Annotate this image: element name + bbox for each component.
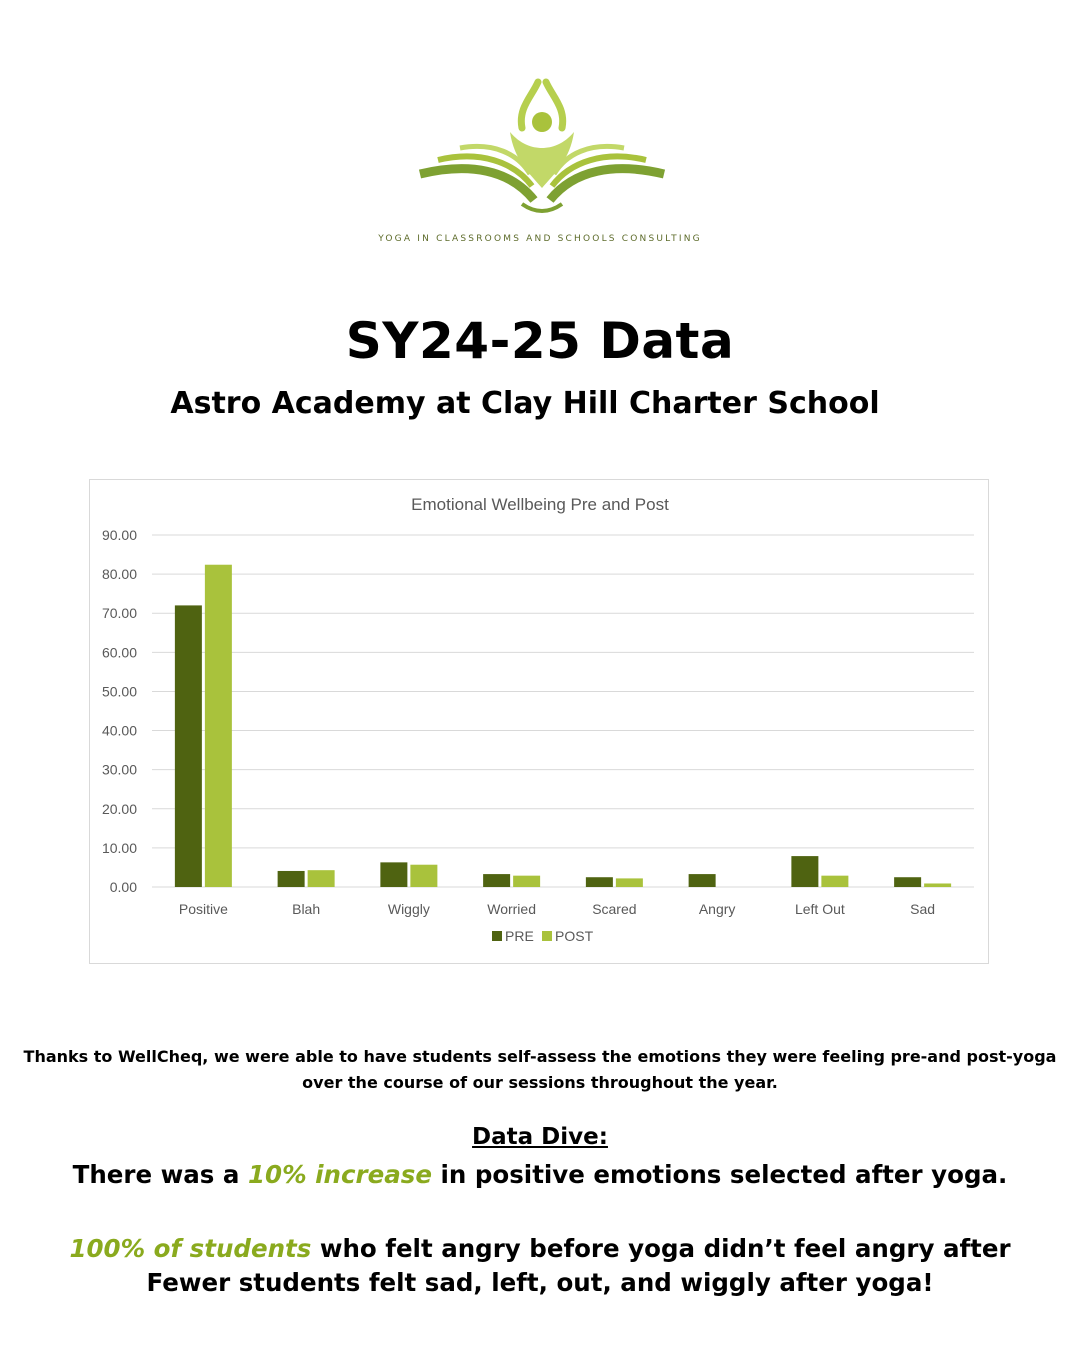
yoga-book-logo-icon <box>410 70 670 220</box>
x-tick-label: Scared <box>592 901 637 917</box>
y-tick-label: 20.00 <box>101 800 137 817</box>
x-tick-label: Positive <box>178 901 228 917</box>
bar-pre-angry <box>689 874 716 887</box>
finding-positive-increase <box>0 1160 1080 1189</box>
bar-pre-positive <box>175 605 202 887</box>
bar-post-positive <box>205 565 232 887</box>
bar-pre-sad <box>894 877 921 887</box>
bar-pre-blah <box>278 871 305 887</box>
finding-text: There was a <box>72 1160 248 1189</box>
finding-highlight: 100% of students <box>69 1234 312 1263</box>
bar-pre-scared <box>586 877 613 887</box>
x-tick-label: Left Out <box>794 901 845 917</box>
legend-swatch-pre <box>492 931 502 941</box>
legend-swatch-post <box>542 931 552 941</box>
chart-title: Emotional Wellbeing Pre and Post <box>411 495 669 514</box>
x-tick-label: Worried <box>487 901 537 917</box>
logo-tagline: YOGA IN CLASSROOMS AND SCHOOLS CONSULTING <box>378 234 702 244</box>
bar-post-worried <box>513 876 540 887</box>
finding-text: who felt angry before yoga didn’t feel angry after <box>311 1234 1011 1263</box>
bar-post-wiggly <box>410 865 437 887</box>
bar-post-left-out <box>821 876 848 887</box>
y-tick-label: 0.00 <box>109 879 137 895</box>
y-tick-label: 90.00 <box>101 527 137 543</box>
bar-post-scared <box>616 878 643 887</box>
bar-pre-left-out <box>791 856 818 887</box>
chart-container <box>89 479 989 964</box>
bar-chart <box>90 480 990 965</box>
logo <box>0 70 1080 244</box>
x-tick-label: Sad <box>910 901 936 917</box>
x-tick-label: Blah <box>292 901 321 917</box>
page-subtitle: Astro Academy at Clay Hill Charter School <box>170 386 880 421</box>
finding-highlight: 10% increase <box>247 1160 432 1189</box>
y-tick-label: 80.00 <box>101 566 137 583</box>
finding-text: in positive emotions selected after yoga. <box>431 1160 1008 1189</box>
bar-post-sad <box>924 883 951 887</box>
finding-fewer: Fewer students felt sad, left, out, and wiggly after yoga! <box>146 1268 934 1297</box>
y-tick-label: 30.00 <box>101 761 137 778</box>
bar-post-blah <box>308 870 335 887</box>
y-tick-label: 70.00 <box>101 605 137 622</box>
intro-paragraph: Thanks to WellCheq, we were able to have students self-assess the emotions they were feeling pre-and post-yoga over the course of our sessions throughout the year. <box>23 1047 1057 1092</box>
finding-angry <box>0 1234 1080 1263</box>
y-tick-label: 10.00 <box>101 839 137 856</box>
legend-label: PRE <box>505 928 534 944</box>
data-dive-heading: Data Dive: <box>472 1124 608 1150</box>
bar-pre-wiggly <box>380 862 407 887</box>
legend-label: POST <box>555 928 594 944</box>
y-tick-label: 60.00 <box>101 644 137 661</box>
x-tick-label: Angry <box>698 901 736 917</box>
y-tick-label: 50.00 <box>101 683 137 700</box>
x-tick-label: Wiggly <box>387 901 430 917</box>
page-title: SY24-25 Data <box>345 312 735 370</box>
y-tick-label: 40.00 <box>101 722 137 739</box>
bar-pre-worried <box>483 874 510 887</box>
